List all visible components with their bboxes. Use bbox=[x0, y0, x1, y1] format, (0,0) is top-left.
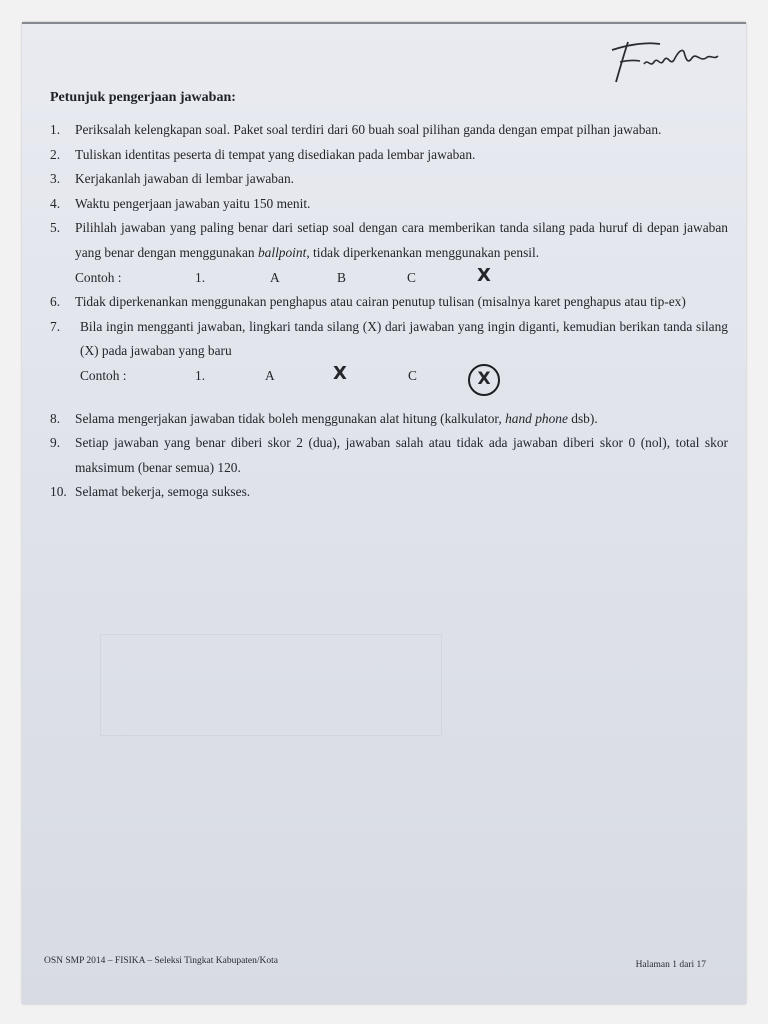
example-circled-cross-mark: X bbox=[468, 364, 500, 396]
item-text: Periksalah kelengkapan soal. Paket soal terdiri dari 60 buah soal pilihan ganda dengan empat pilhan jawaban. bbox=[75, 122, 662, 137]
item-text: Selama mengerjakan jawaban tidak boleh menggunakan alat hitung (kalkulator, bbox=[75, 410, 506, 426]
footer-title: OSN SMP 2014 – FISIKA – Seleksi Tingkat Kabupaten/Kota bbox=[44, 956, 278, 966]
list-item bbox=[50, 290, 728, 315]
list-item bbox=[50, 315, 728, 389]
item-number: 8. bbox=[50, 410, 61, 426]
instructions-list bbox=[50, 118, 728, 505]
example-cross-mark: X bbox=[333, 362, 347, 384]
list-item bbox=[50, 431, 728, 480]
list-item bbox=[50, 216, 728, 290]
item-text: Bila ingin mengganti jawaban, lingkari tanda silang (X) dari jawaban yang ingin diganti, kemudian berikan tanda silang (X) pada jawaban yang baru bbox=[80, 318, 728, 359]
example-cross-mark: X bbox=[477, 264, 491, 286]
item-text: Setiap jawaban yang benar diberi skor 2 (dua), jawaban salah atau tidak ada jawaban diberi skor 0 (nol), total skor maksimum (benar semua) 120. bbox=[75, 435, 728, 475]
item-italic-text: ballpoint bbox=[257, 244, 307, 260]
example-option-c: C bbox=[408, 367, 417, 383]
list-item bbox=[50, 167, 728, 192]
example-option-b: B bbox=[337, 269, 346, 285]
example-option-a: A bbox=[265, 367, 275, 383]
example-row bbox=[80, 364, 728, 389]
item-number: 2. bbox=[50, 146, 61, 162]
item-number: 9. bbox=[50, 435, 61, 451]
example-number: 1. bbox=[195, 367, 206, 383]
handwritten-note bbox=[604, 30, 734, 100]
list-item bbox=[50, 143, 728, 168]
item-italic-text: hand phone bbox=[505, 410, 568, 426]
footer-page-number: Halaman 1 dari 17 bbox=[635, 960, 706, 970]
example-label: Contoh : bbox=[80, 367, 127, 383]
item-number: 1. bbox=[50, 122, 61, 137]
item-number: 7. bbox=[50, 318, 61, 334]
item-text: Selamat bekerja, semoga sukses. bbox=[75, 484, 251, 500]
example-row bbox=[75, 266, 728, 291]
example-label: Contoh : bbox=[75, 269, 122, 285]
item-number: 5. bbox=[50, 220, 61, 236]
example-option-c: C bbox=[407, 269, 416, 285]
handwritten-signature-icon bbox=[604, 30, 734, 100]
item-text: , tidak diperkenankan menggunakan pensil. bbox=[306, 244, 540, 260]
show-through-table bbox=[100, 634, 442, 736]
item-text: Waktu pengerjaan jawaban yaitu 150 menit. bbox=[75, 195, 311, 211]
item-text: Tidak diperkenankan menggunakan penghapus atau cairan penutup tulisan (misalnya karet penghapus atau tip-ex) bbox=[75, 294, 686, 310]
list-item bbox=[50, 407, 728, 432]
spacer bbox=[50, 389, 728, 407]
instructions-heading: Petunjuk pengerjaan jawaban: bbox=[50, 90, 236, 105]
list-item bbox=[50, 480, 728, 505]
item-text: Kerjakanlah jawaban di lembar jawaban. bbox=[75, 171, 294, 187]
list-item bbox=[50, 118, 728, 143]
item-text: dsb). bbox=[567, 410, 598, 426]
item-number: 4. bbox=[50, 195, 61, 211]
item-number: 6. bbox=[50, 294, 61, 310]
example-number: 1. bbox=[195, 269, 206, 285]
item-text: Pilihlah jawaban yang paling benar dari setiap soal dengan cara memberikan tanda silang pada huruf di depan jawaban yang benar dengan menggunakan bbox=[75, 220, 728, 260]
item-number: 3. bbox=[50, 171, 61, 187]
item-number: 10. bbox=[50, 484, 67, 500]
document-page bbox=[22, 22, 746, 1004]
list-item bbox=[50, 192, 728, 217]
page-top-edge bbox=[22, 22, 746, 24]
example-option-a: A bbox=[270, 269, 280, 285]
item-text: Tuliskan identitas peserta di tempat yang disediakan pada lembar jawaban. bbox=[75, 146, 476, 162]
